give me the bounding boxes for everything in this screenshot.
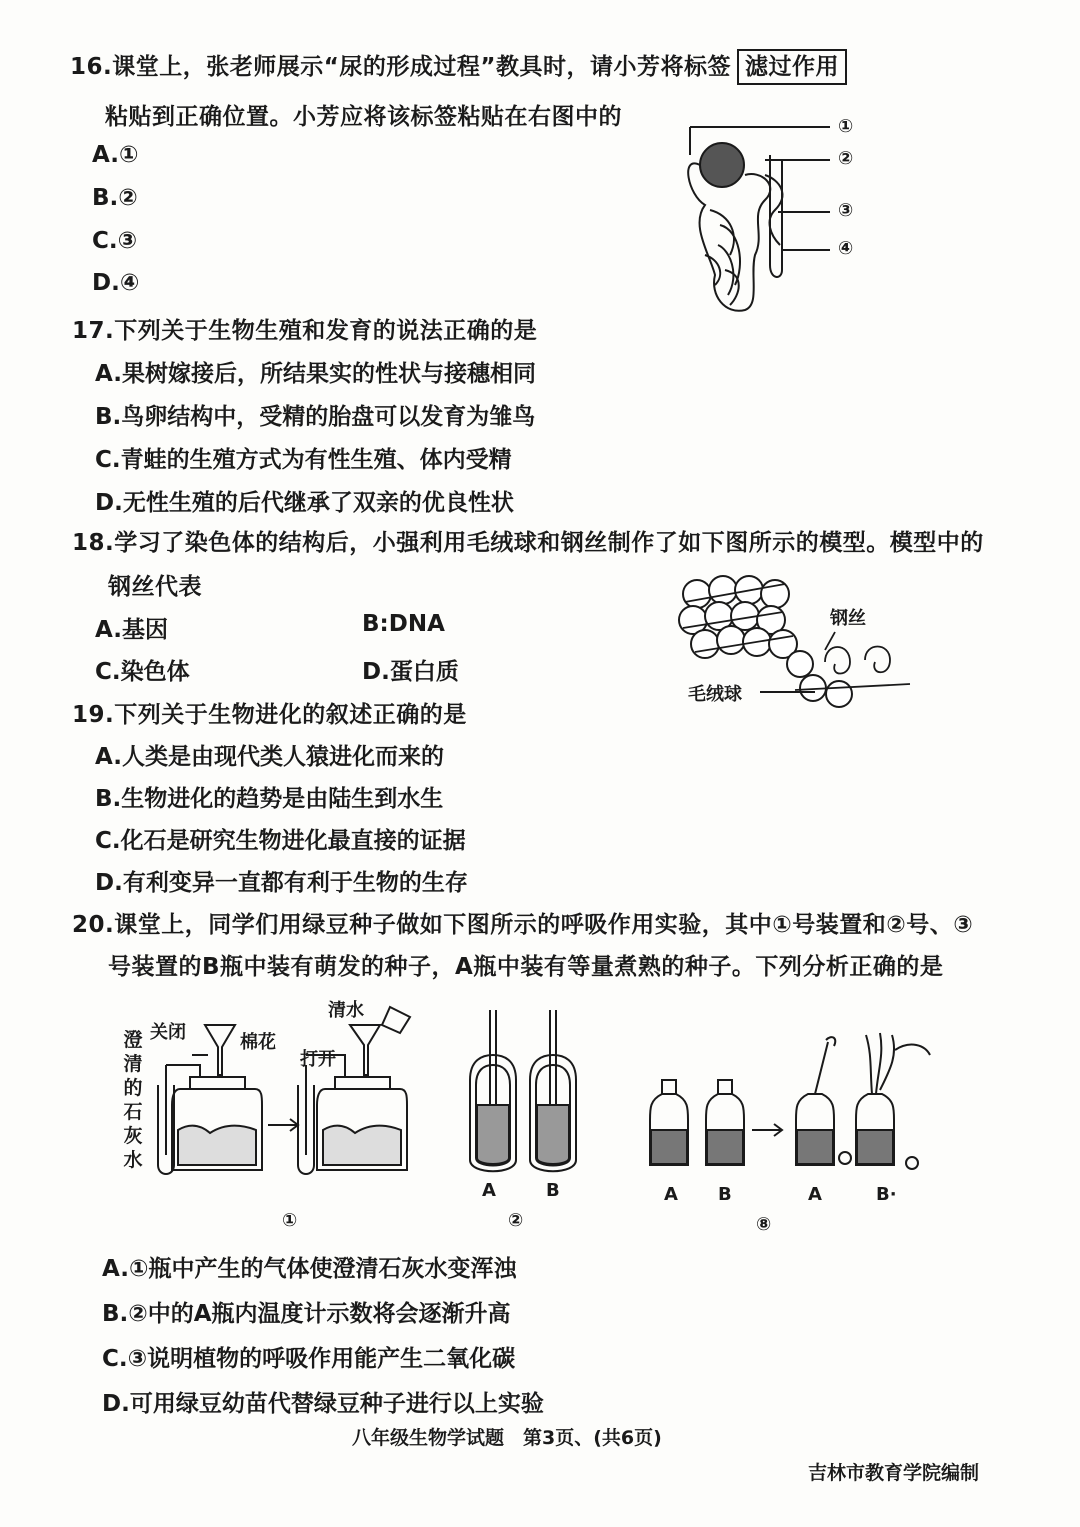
wire-label: 钢丝: [830, 608, 866, 629]
q20-option-a: A.①瓶中产生的气体使澄清石灰水变浑浊: [102, 1256, 517, 1282]
q16-option-a: A.①: [92, 142, 139, 168]
lime-water-label: 澄清的石灰水: [123, 1029, 143, 1171]
q20-stem-line1: 20.课堂上，同学们用绿豆种子做如下图所示的呼吸作用实验，其中①号装置和②号、③: [72, 912, 974, 938]
q19-stem: 19.下列关于生物进化的叙述正确的是: [72, 702, 467, 728]
q17-stem: 17.下列关于生物生殖和发育的说法正确的是: [72, 318, 538, 344]
open-label: 打开: [300, 1049, 336, 1070]
fig2-label-a: A: [482, 1180, 496, 1201]
experiment-1-figure: [150, 1015, 420, 1190]
publisher: 吉林市教育学院编制: [808, 1462, 980, 1484]
q17-option-b: B.鸟卵结构中，受精的胎盘可以发育为雏鸟: [95, 404, 536, 430]
q20-stem-line2: 号装置的B瓶中装有萌发的种子，A瓶中装有等量煮熟的种子。下列分析正确的是: [108, 954, 944, 980]
q20-option-d: D.可用绿豆幼苗代替绿豆种子进行以上实验: [102, 1391, 544, 1417]
q17-option-c: C.青蛙的生殖方式为有性生殖、体内受精: [95, 447, 512, 473]
q18-stem-line2: 钢丝代表: [108, 574, 202, 600]
q16-option-b: B.②: [92, 185, 138, 211]
nephron-label-1: ①: [838, 116, 854, 137]
q18-option-b: B:DNA: [362, 611, 445, 637]
q16-option-c: C.③: [92, 228, 138, 254]
nephron-label-2: ②: [838, 148, 854, 169]
fig3-label-b2: B·: [876, 1184, 897, 1205]
q18-stem-line1: 18.学习了染色体的结构后，小强利用毛绒球和钢丝制作了如下图所示的模型。模型中的: [72, 530, 984, 556]
experiment-3-figure: [640, 1030, 940, 1180]
q16-option-d: D.④: [92, 270, 140, 296]
ball-pointer: [760, 690, 820, 694]
experiment-2-figure: [462, 1010, 592, 1180]
nephron-label-4: ④: [838, 238, 854, 259]
q17-option-d: D.无性生殖的后代继承了双亲的优良性状: [95, 490, 514, 516]
q16-stem-line1: 16.课堂上，张老师展示“尿的形成过程”教具时，请小芳将标签: [70, 54, 731, 80]
q18-option-a: A.基因: [95, 617, 168, 643]
fig2-label: ②: [508, 1210, 524, 1231]
q19-option-b: B.生物进化的趋势是由陆生到水生: [95, 786, 444, 812]
ball-label: 毛绒球: [688, 684, 742, 705]
fig3-label: ⑧: [756, 1214, 772, 1235]
q16-stem: [70, 48, 847, 85]
q20-option-b: B.②中的A瓶内温度计示数将会逐渐升高: [102, 1301, 511, 1327]
fig3-label-b1: B: [718, 1184, 732, 1205]
fig1-label: ①: [282, 1210, 298, 1231]
q18-option-c: C.染色体: [95, 659, 190, 685]
q19-option-c: C.化石是研究生物进化最直接的证据: [95, 828, 466, 854]
q18-option-d: D.蛋白质: [362, 659, 459, 685]
water-label: 清水: [328, 1000, 364, 1021]
q19-option-a: A.人类是由现代类人猿进化而来的: [95, 744, 444, 770]
nephron-label-3: ③: [838, 200, 854, 221]
q17-option-a: A.果树嫁接后，所结果实的性状与接穗相同: [95, 361, 536, 387]
page-footer: 八年级生物学试题 第3页、(共6页): [352, 1427, 662, 1449]
q19-option-d: D.有利变异一直都有利于生物的生存: [95, 870, 468, 896]
q16-tag: 滤过作用: [737, 49, 847, 85]
fig2-label-b: B: [546, 1180, 560, 1201]
fig3-label-a2: A: [808, 1184, 822, 1205]
fig3-label-a1: A: [664, 1184, 678, 1205]
q16-stem-line2: 粘贴到正确位置。小芳应将该标签粘贴在右图中的: [105, 104, 622, 130]
q20-option-c: C.③说明植物的呼吸作用能产生二氧化碳: [102, 1346, 516, 1372]
cotton-label: 棉花: [240, 1032, 276, 1053]
close-label: 关闭: [150, 1022, 186, 1043]
